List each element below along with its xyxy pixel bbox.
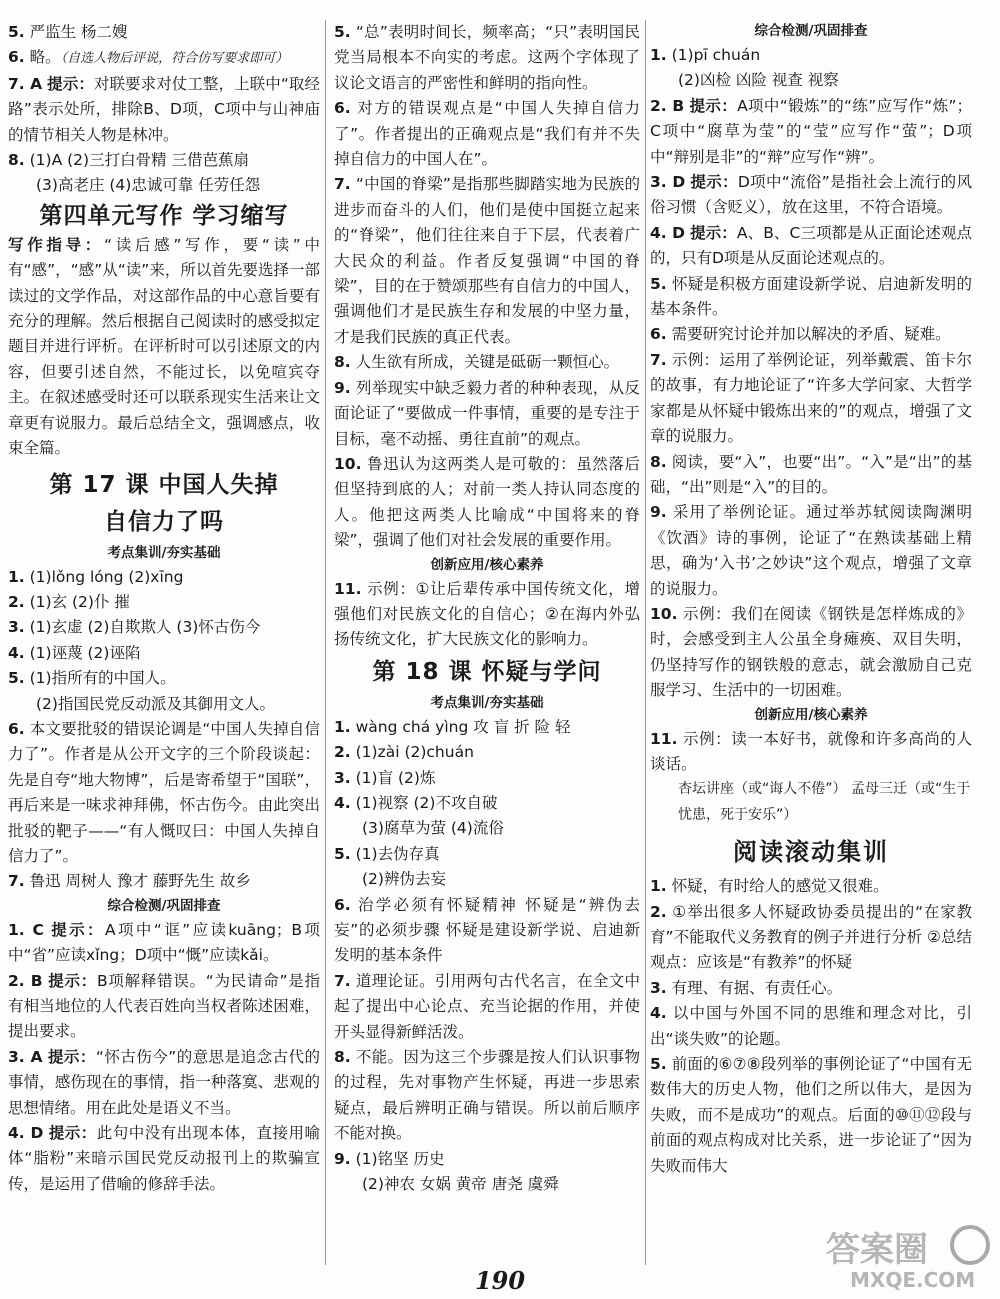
item-number: 5. (650, 274, 667, 293)
item-number: 7. (334, 971, 351, 990)
answer-item (334, 376, 640, 452)
answer-item (8, 641, 320, 666)
answer-item (650, 874, 972, 899)
answer-item (650, 1052, 972, 1179)
column-3 (650, 20, 972, 1179)
item-text: 前面的⑥⑦⑧段列举的事例论证了“中国有无数伟大的历史人物，他们之所以伟大，是因为失败，而不是成功”的观点。后面的⑩⑪⑫段与前面的观点构成对比关系，进一步论证了“因为失败而伟大 (650, 1055, 972, 1175)
answer-item (650, 602, 972, 704)
item-text: 列举现实中缺乏毅力者的种种表现，从反面论证了“要做成一件事情，重要的是专注于目标，毫不动摇、勇往直前”的观点。 (334, 378, 640, 448)
answer-item (334, 740, 640, 765)
item-number: 7. (8, 872, 25, 891)
hint-label: 提示： (47, 74, 94, 93)
item-number: 5. (334, 23, 351, 41)
item-text: wàng chá yìng 攻 盲 折 险 轻 (355, 717, 571, 736)
section-heading: 综合检测/巩固排查 (754, 23, 868, 39)
hint-label: 提示： (48, 1124, 97, 1143)
item-text: 此句中没有出现本体，直接用喻体“脂粉”来暗示国民党反动报刊上的欺骗宣传，是运用了借喻的修辞手法。 (8, 1124, 320, 1193)
item-text: 不能。因为这三个步骤是按人们认识事物的过程，先对事物产生怀疑，再进一步思索疑点，最后辨明正确与错误。所以前后顺序不能对换。 (334, 1048, 640, 1143)
answer-item (8, 918, 320, 969)
item-text: 对联要求对仗工整，上联中“取经路”表示处所，排除B、D项，C项中与山神庙的情节相关人物是林冲。 (8, 74, 320, 144)
answer-item (650, 500, 972, 602)
answer-item (334, 1147, 640, 1172)
item-text: (1)诬蔑 (2)诬陷 (29, 643, 141, 662)
item-number: 2. (334, 743, 351, 762)
item-text: “怀古伤今”的意思是追念古代的事情，感伤现在的事情，指一种落寞、悲观的思想情绪。用在此处是语义不当。 (8, 1047, 320, 1117)
lesson-title-line2: 自信力了吗 (104, 508, 224, 535)
item-number: 11. (650, 729, 678, 748)
answer-item (8, 869, 320, 894)
column-divider (645, 20, 646, 1265)
sub-line: 杏坛讲座（或“诲人不倦”） 孟母三迁（或“生于忧患，死于安乐”） (678, 781, 971, 823)
item-number: 3. A (8, 1047, 43, 1066)
section-heading: 创新应用/核心素养 (430, 556, 544, 573)
item-number: 7. A (8, 74, 43, 93)
item-text: (1)盲 (2)炼 (355, 768, 436, 787)
svg-text:答案圈: 答案圈 (826, 1230, 928, 1270)
item-text: (1)指所有的中国人。 (29, 669, 176, 688)
review-title: 阅读滚动集训 (733, 838, 889, 867)
answer-item (650, 272, 972, 323)
answer-item (650, 348, 972, 450)
item-number: 1. (650, 877, 667, 896)
answer-item (650, 43, 972, 68)
answer-item (334, 20, 640, 96)
item-number: 6. (650, 325, 667, 344)
answer-item (650, 727, 972, 778)
item-number: 4. D (8, 1124, 44, 1143)
lesson-title: 第 17 课 中国人失掉 (49, 471, 279, 498)
answer-item (650, 322, 972, 347)
item-number: 8. (334, 353, 351, 372)
hint-label: 提示： (690, 223, 737, 242)
item-number: 1. (650, 46, 667, 64)
sub-line: (2)凶检 凶险 视查 视察 (678, 71, 839, 90)
answer-item (334, 350, 640, 375)
answer-item (8, 590, 320, 615)
hint-label: 提示： (690, 173, 738, 192)
answer-item (8, 20, 320, 45)
answer-item (334, 842, 640, 867)
item-text: (1)zài (2)chuán (355, 743, 474, 762)
item-number: 3. (334, 768, 351, 787)
item-text: 示例：读一本好书，就像和许多高尚的人谈话。 (650, 729, 972, 773)
hint-label: 提示： (51, 920, 105, 939)
item-text: A项中“诓”应读kuāng；B项中“省”应读xǐng；D项中“慨”应读kǎi。 (8, 920, 320, 965)
writing-guide: 写作指导：“读后感”写作，要“读”中有“感”，“感”从“读”来，所以首先要选择一部读过的文学作品，对这部作品的中心意旨要有充分的理解。然后根据自己阅读时的感受拟定题目并进行评析。在评析时可以引述原文的内容，但要引述自然，不能过长，以免喧宾夺主。在叙述感受时还可以联系现实生活来让文章更有说服力。最后总结全文，强调感点，收束全篇。 (8, 235, 320, 458)
item-number: 2. B (8, 971, 43, 990)
item-text: (1)玄虚 (2)自欺欺人 (3)怀古伤今 (29, 618, 261, 637)
item-text: (1)A (2)三打白骨精 三借芭蕉扇 (29, 151, 249, 170)
item-number: 6. (8, 48, 25, 67)
item-text: 阅读，要“入”，也要“出”。“入”是“出”的基础，“出”则是“入”的目的。 (650, 452, 972, 496)
answer-item (8, 72, 320, 148)
item-text: (1)视察 (2)不攻自破 (355, 793, 498, 812)
answer-item (334, 893, 640, 969)
item-number: 2. (8, 592, 25, 611)
item-text: 人生欲有所成，关键是砥砺一颗恒心。 (355, 353, 620, 372)
item-number: 11. (334, 579, 362, 598)
item-number: 3. (8, 618, 25, 637)
item-note: （自选人物后评说，符合仿写要求即可） (60, 51, 289, 67)
answer-item (334, 791, 640, 816)
answer-item (334, 766, 640, 791)
answer-item (334, 577, 640, 653)
item-text: 示例：①让后辈传承中国传统文化，增强他们对民族文化的自信心；②在海内外弘扬传统文化，扩大民族文化的影响力。 (334, 579, 640, 649)
item-number: 4. D (650, 223, 686, 242)
item-text: D项中“流俗”是指社会上流行的风俗习惯（含贬义），放在这里，不符合语境。 (650, 173, 972, 217)
item-text: 治学必须有怀疑精神 怀疑是“辨伪去妄”的必须步骤 怀疑是建设新学说、启迪新发明的基本条件 (334, 895, 640, 965)
item-text: (1)玄 (2)仆 摧 (29, 592, 130, 611)
hint-label: 提示： (48, 971, 98, 990)
answer-item (650, 450, 972, 501)
answer-item (8, 666, 320, 691)
item-number: 4. (334, 793, 351, 812)
item-number: 4. (650, 1004, 667, 1023)
item-text: 本文要批驳的错误论调是“中国人失掉自信力了”。作者是从公开文字的三个阶段谈起：先是自夸“地大物博”，后是寄希望于“国联”，再后来是一味求神拜佛，怀古伤今。由此突出批驳的靶子——“有人慨叹曰：中国人失掉自信力了”。 (8, 719, 320, 865)
hint-label: 提示： (689, 96, 738, 115)
item-number: 9. (650, 503, 667, 522)
sub-line: (3)高老庄 (4)忠诚可靠 任劳任怨 (36, 176, 261, 195)
column-divider (325, 20, 326, 1265)
answer-item (650, 976, 972, 1001)
item-text: (1)铭坚 历史 (355, 1149, 445, 1168)
answer-item (8, 565, 320, 590)
section-heading: 创新应用/核心素养 (754, 706, 868, 723)
item-text: 对方的错误观点是“中国人失掉自信力了”。作者提出的正确观点是“我们有并不失掉自信力的中国人在”。 (334, 99, 641, 169)
item-text: 怀疑，有时给人的感觉又很难。 (671, 877, 889, 896)
sub-line: (2)神农 女娲 黄帝 唐尧 虞舜 (362, 1175, 559, 1194)
item-number: 9. (334, 1149, 351, 1168)
answer-item (650, 221, 972, 272)
answer-item (334, 172, 640, 350)
section-heading: 考点集训/夯实基础 (107, 544, 221, 561)
column-2 (334, 20, 640, 1197)
item-text: 需要研究讨论并加以解决的矛盾、疑难。 (671, 325, 951, 344)
item-number: 1. C (8, 920, 44, 939)
item-text: 示例：我们在阅读《钢铁是怎样炼成的》时，会感受到主人公虽全身瘫痪、双目失明，仍坚持写作的钢铁般的意志，就会激励自己克服学习、生活中的一切困难。 (650, 604, 972, 700)
item-text: A、B、C三项都是从正面论述观点的，只有D项是从反面论述观点的。 (650, 223, 972, 268)
item-text: (1)去伪存真 (355, 844, 440, 863)
answer-item (650, 170, 972, 221)
item-number: 5. (650, 1055, 667, 1074)
item-number: 7. (334, 175, 351, 194)
item-text: 严监生 杨二嫂 (29, 23, 128, 41)
item-number: 5. (8, 23, 25, 41)
sub-line: (3)腐草为萤 (4)流俗 (362, 819, 504, 838)
item-number: 6. (8, 719, 25, 738)
answer-item (334, 969, 640, 1045)
item-text: ①举出很多人怀疑政协委员提出的“在家教育”不能取代义务教育的例子并进行分析 ②总结观点：应该是“有教养”的怀疑 (650, 902, 972, 972)
answer-item (334, 1045, 640, 1147)
answer-item (8, 1121, 320, 1197)
answer-item (8, 45, 320, 71)
item-text: 示例：运用了举例论证，列举戴震、笛卡尔的故事，有力地论证了“许多大学问家、大哲学家都是从怀疑中锻炼出来的”的观点，增强了文章的说服力。 (650, 350, 972, 446)
item-number: 8. (650, 452, 667, 471)
item-text: 道理论证。引用两句古代名言，在全文中起了提出中心论点、充当论据的作用，并使开头显得新鲜活泼。 (334, 971, 640, 1041)
item-number: 2. B (650, 96, 685, 115)
item-number: 10. (334, 454, 362, 473)
svg-text:MXQE.COM: MXQE.COM (850, 1268, 976, 1292)
item-number: 7. (650, 350, 667, 369)
unit-title: 第四单元写作 学习缩写 (39, 202, 289, 229)
column-1 (8, 20, 320, 1197)
item-number: 1. (8, 567, 25, 586)
item-number: 5. (8, 669, 25, 688)
item-number: 1. (334, 717, 351, 736)
sub-line: (2)指国民党反动派及其御用文人。 (36, 694, 275, 713)
answer-item (8, 615, 320, 640)
answer-item (334, 96, 640, 172)
item-text: 怀疑是积极方面建设新学说、启迪新发明的基本条件。 (650, 274, 972, 319)
item-text: B项解释错误。“为民请命”是指有相当地位的人代表百姓向当权者陈述困难，提出要求。 (8, 971, 320, 1041)
item-number: 2. (650, 902, 667, 921)
item-text: 鲁迅 周树人 豫才 藤野先生 故乡 (29, 872, 251, 891)
sub-line: (2)辨伪去妄 (362, 870, 446, 889)
answer-item (650, 1001, 972, 1052)
item-text: 略。 (29, 48, 61, 67)
item-number: 3. D (650, 173, 686, 192)
lesson-title: 第 18 课 怀疑与学问 (372, 658, 602, 685)
item-text: “总”表明时间长，频率高；“只”表明国民党当局根本不向实的考虑。这两个字体现了议论文语言的严密性和鲜明的指向性。 (334, 23, 640, 92)
answer-item (8, 1045, 320, 1121)
item-number: 5. (334, 844, 351, 863)
item-text: 鲁迅认为这两类人是可敬的：虽然落后但坚持到底的人；对前一类人持认同态度的人。他把这两类人比喻成“中国将来的脊梁”，强调了他们对社会发展的重要作用。 (334, 454, 640, 550)
item-number: 3. (650, 978, 667, 997)
answer-item (8, 148, 320, 173)
page-number: 190 (474, 1266, 526, 1295)
item-text: “中国的脊梁”是指那些脚踏实地为民族的进步而奋斗的人们，他们是使中国挺立起来的“脊梁”，他们往往来自于下层，代表着广大民众的利益。作者反复强调“中国的脊梁”，目的在于赞颂那些有自信力的中国人，强调他们才是民族生存和发展的中坚力量，才是我们民族的真正代表。 (334, 175, 640, 346)
answer-item (334, 452, 640, 554)
section-heading: 考点集训/夯实基础 (430, 694, 544, 711)
item-number: 6. (334, 895, 351, 914)
item-text: A项中“锻炼”的“练”应写作“炼”；C项中“腐草为莹”的“莹”应写作“萤”；D项中“辩别是非”的“辩”应写作“辨”。 (650, 96, 972, 166)
section-heading: 综合检测/巩固排查 (107, 897, 221, 914)
item-number: 10. (650, 604, 678, 623)
answer-item (8, 717, 320, 869)
answer-item (650, 900, 972, 976)
hint-label: 提示： (47, 1047, 96, 1066)
item-number: 4. (8, 643, 25, 662)
item-text: (1)pī chuán (671, 46, 761, 64)
item-text: 采用了举例论证。通过举苏轼阅读陶渊明《饮酒》诗的事例，论证了“在熟读基础上精思，确为‘入书’之妙诀”这个观点，增强了文章的说服力。 (650, 503, 972, 598)
item-text: 以中国与外国不同的思维和理念对比，引出“谈失败”的论题。 (650, 1004, 972, 1048)
answer-item (334, 715, 640, 740)
answer-item (8, 969, 320, 1045)
item-text: (1)lǒng lóng (2)xīng (29, 567, 184, 586)
item-number: 9. (334, 378, 351, 397)
item-number: 8. (8, 151, 25, 170)
item-number: 8. (334, 1048, 351, 1067)
answer-item (650, 94, 972, 170)
watermark-logo (820, 1221, 992, 1293)
item-number: 6. (334, 99, 351, 118)
item-text: 有理、有据、有责任心。 (671, 978, 843, 997)
